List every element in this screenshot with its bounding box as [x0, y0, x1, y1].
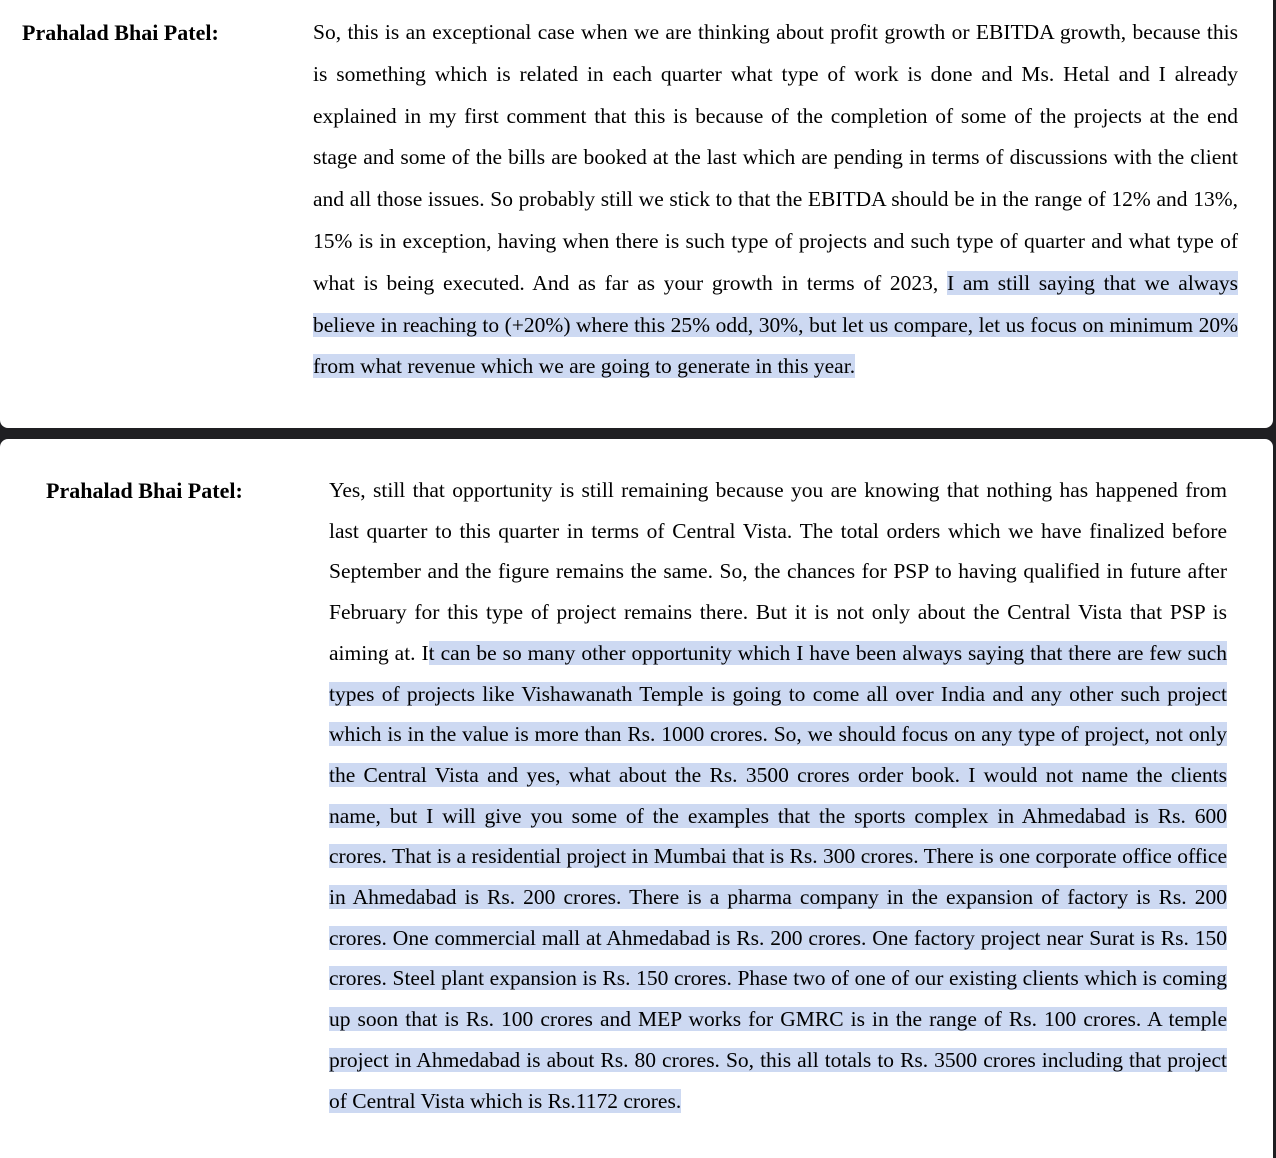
transcript-block-2	[0, 439, 1273, 1158]
speaker-text	[313, 12, 1238, 388]
speaker-name: Prahalad Bhai Patel:	[22, 20, 219, 45]
text-highlighted[interactable]: I am still saying that we always believe in reaching to (+20%) where this 25% odd, 30%, but let us compare, let us focus on minimum 20% from what revenue which we are going to generate in this year.	[313, 270, 1238, 379]
speaker-text	[329, 470, 1227, 1121]
text-plain: So, this is an exceptional case when we are thinking about profit growth or EBITDA growth, because this is something which is related in each quarter what type of work is done and Ms. Hetal and I already explained in my first comment that this is because of the completion of some of the projects at the end stage and some of the bills are booked at the last which are pending in terms of discussions with the client and all those issues. So probably still we stick to that the EBITDA should be in the range of 12% and 13%, 15% is in exception, having when there is such type of projects and such type of quarter and what type of what is being executed. And as far as your growth in terms of 2023,	[313, 20, 1238, 295]
transcript-block-1	[0, 0, 1273, 428]
speaker-name: Prahalad Bhai Patel:	[46, 478, 243, 503]
text-highlighted[interactable]: t can be so many other opportunity which I have been always saying that there are few such types of projects like Vishawanath Temple is going to come all over India and any other such project which is in the value is more than Rs. 1000 crores. So, we should focus on any type of project, not only the Central Vista and yes, what about the Rs. 3500 crores order book. I would not name the clients name, but I will give you some of the examples that the sports complex in Ahmedabad is Rs. 600 crores. That is a residential project in Mumbai that is Rs. 300 crores. There is one corporate office office in Ahmedabad is Rs. 200 crores. There is a pharma company in the expansion of factory is Rs. 200 crores. One commercial mall at Ahmedabad is Rs. 200 crores. One factory project near Surat is Rs. 150 crores. Steel plant expansion is Rs. 150 crores. Phase two of one of our existing clients which is coming up soon that is Rs. 100 crores and MEP works for GMRC is in the range of Rs. 100 crores. A temple project in Ahmedabad is about Rs. 80 crores. So, this all totals to Rs. 3500 crores including that project of Central Vista which is Rs.1172 crores.	[329, 640, 1227, 1113]
text-plain: Yes, still that opportunity is still remaining because you are knowing that nothing has happened from last quarter to this quarter in terms of Central Vista. The total orders which we have finalized before September and the figure remains the same. So, the chances for PSP to having qualified in future after February for this type of project remains there. But it is not only about the Central Vista that PSP is aiming at. I	[329, 478, 1227, 665]
